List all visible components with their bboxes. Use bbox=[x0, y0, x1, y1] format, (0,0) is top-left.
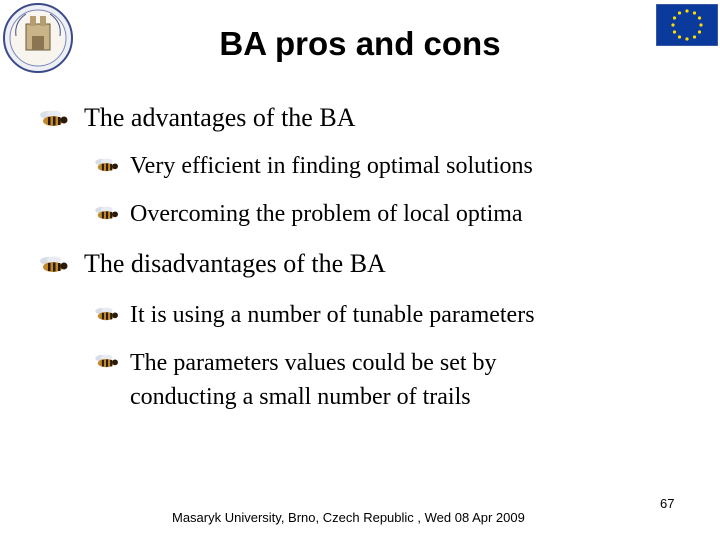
sub-bullet: It is using a number of tunable parameters bbox=[130, 302, 535, 328]
bee-icon bbox=[92, 353, 120, 370]
bee-icon bbox=[92, 205, 120, 222]
footer-text: Masaryk University, Brno, Czech Republic , Wed 08 Apr 2009 bbox=[172, 510, 525, 525]
bullet-advantages: The advantages of the BA bbox=[84, 103, 356, 132]
bee-icon bbox=[92, 306, 120, 323]
slide-title: BA pros and cons bbox=[219, 25, 501, 62]
bee-icon bbox=[36, 255, 70, 275]
page-number: 67 bbox=[660, 496, 675, 511]
sub-bullet-continued: conducting a small number of trails bbox=[130, 384, 471, 410]
sub-bullet: Very efficient in finding optimal solutions bbox=[130, 153, 533, 179]
sub-bullet: The parameters values could be set by bbox=[130, 350, 497, 376]
sub-bullet: Overcoming the problem of local optima bbox=[130, 201, 523, 227]
bee-icon bbox=[36, 109, 70, 129]
bullet-disadvantages: The disadvantages of the BA bbox=[84, 249, 386, 278]
bee-icon bbox=[92, 157, 120, 174]
